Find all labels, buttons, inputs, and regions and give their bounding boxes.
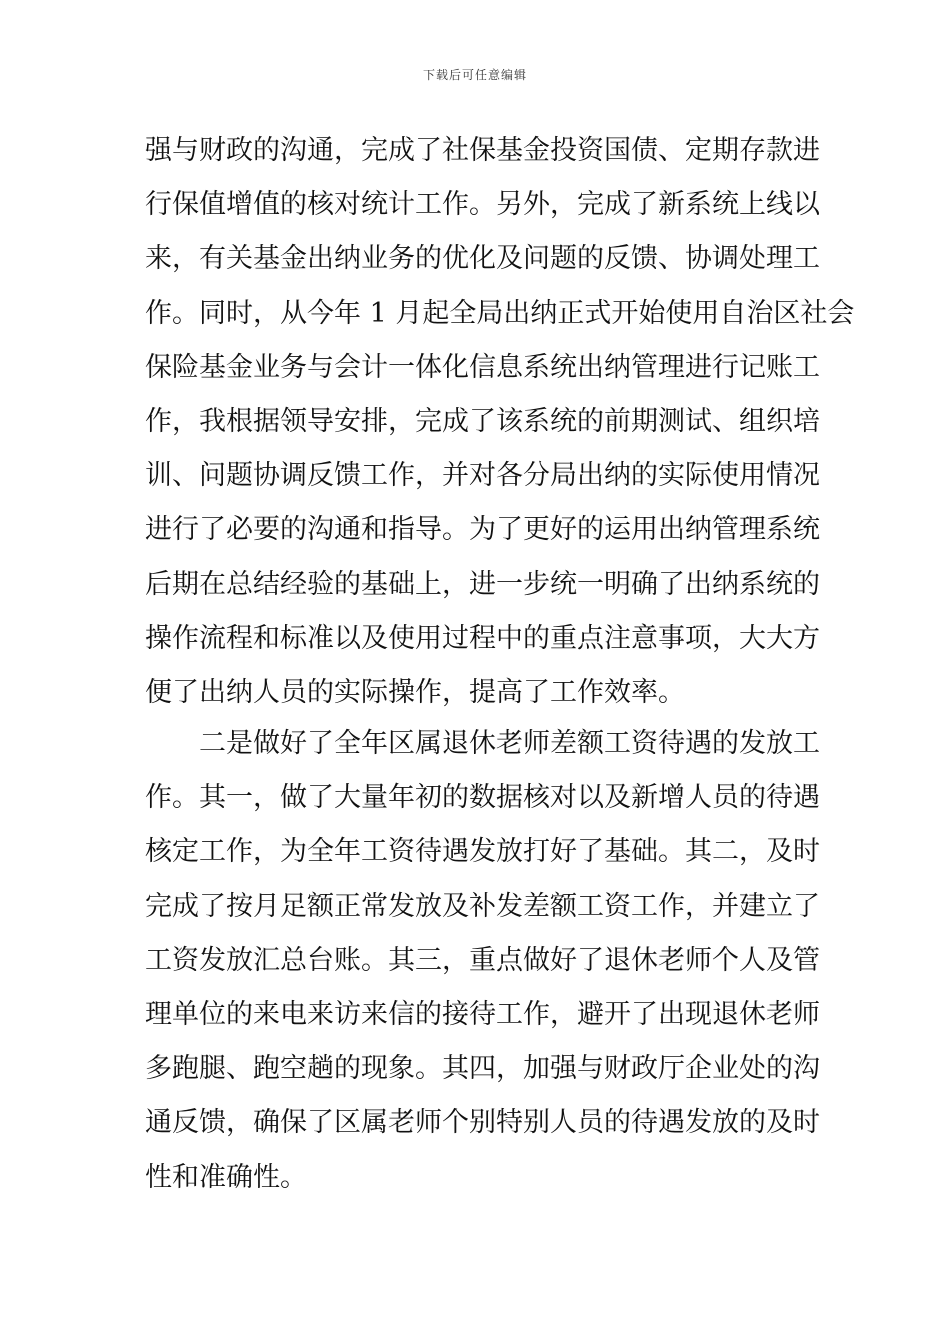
text-line: 后期在总结经验的基础上，进一步统一明确了出纳系统的 (145, 568, 820, 600)
text-line: 保险基金业务与会计一体化信息系统出纳管理进行记账工 (145, 351, 820, 383)
text-line: 性和准确性。 (145, 1161, 307, 1193)
text-line: 来，有关基金出纳业务的优化及问题的反馈、协调处理工 (145, 243, 820, 275)
text-line: 工资发放汇总台账。其三，重点做好了退休老师个人及管 (145, 944, 820, 976)
text-line: 通反馈，确保了区属老师个别特别人员的待遇发放的及时 (145, 1107, 820, 1139)
text-line: 行保值增值的核对统计工作。另外，完成了新系统上线以 (145, 189, 820, 221)
text-line: 核定工作，为全年工资待遇发放打好了基础。其二，及时 (145, 836, 820, 868)
text-line: 作。同时，从今年 1 月起全局出纳正式开始使用自治区社会 (145, 297, 855, 329)
text-line: 进行了必要的沟通和指导。为了更好的运用出纳管理系统 (145, 514, 820, 546)
text-line: 便了出纳人员的实际操作，提高了工作效率。 (145, 676, 685, 708)
text-line: 操作流程和标准以及使用过程中的重点注意事项，大大方 (145, 622, 820, 654)
text-line: 理单位的来电来访来信的接待工作，避开了出现退休老师 (145, 998, 820, 1030)
text-line: 作。其一，做了大量年初的数据核对以及新增人员的待遇 (145, 782, 820, 814)
page-header: 下载后可任意编辑 (422, 68, 527, 82)
text-line: 多跑腿、跑空趟的现象。其四，加强与财政厅企业处的沟 (145, 1053, 820, 1085)
paragraph-2 (145, 717, 820, 1205)
text-line: 作，我根据领导安排，完成了该系统的前期测试、组织培 (145, 405, 820, 437)
text-line: 训、问题协调反馈工作，并对各分局出纳的实际使用情况 (145, 460, 820, 492)
text-line: 二是做好了全年区属退休老师差额工资待遇的发放工 (145, 728, 820, 759)
text-line: 强与财政的沟通，完成了社保基金投资国债、定期存款进 (145, 135, 820, 166)
text-line: 完成了按月足额正常发放及补发差额工资工作，并建立了 (145, 890, 820, 922)
paragraph-1 (145, 124, 855, 720)
